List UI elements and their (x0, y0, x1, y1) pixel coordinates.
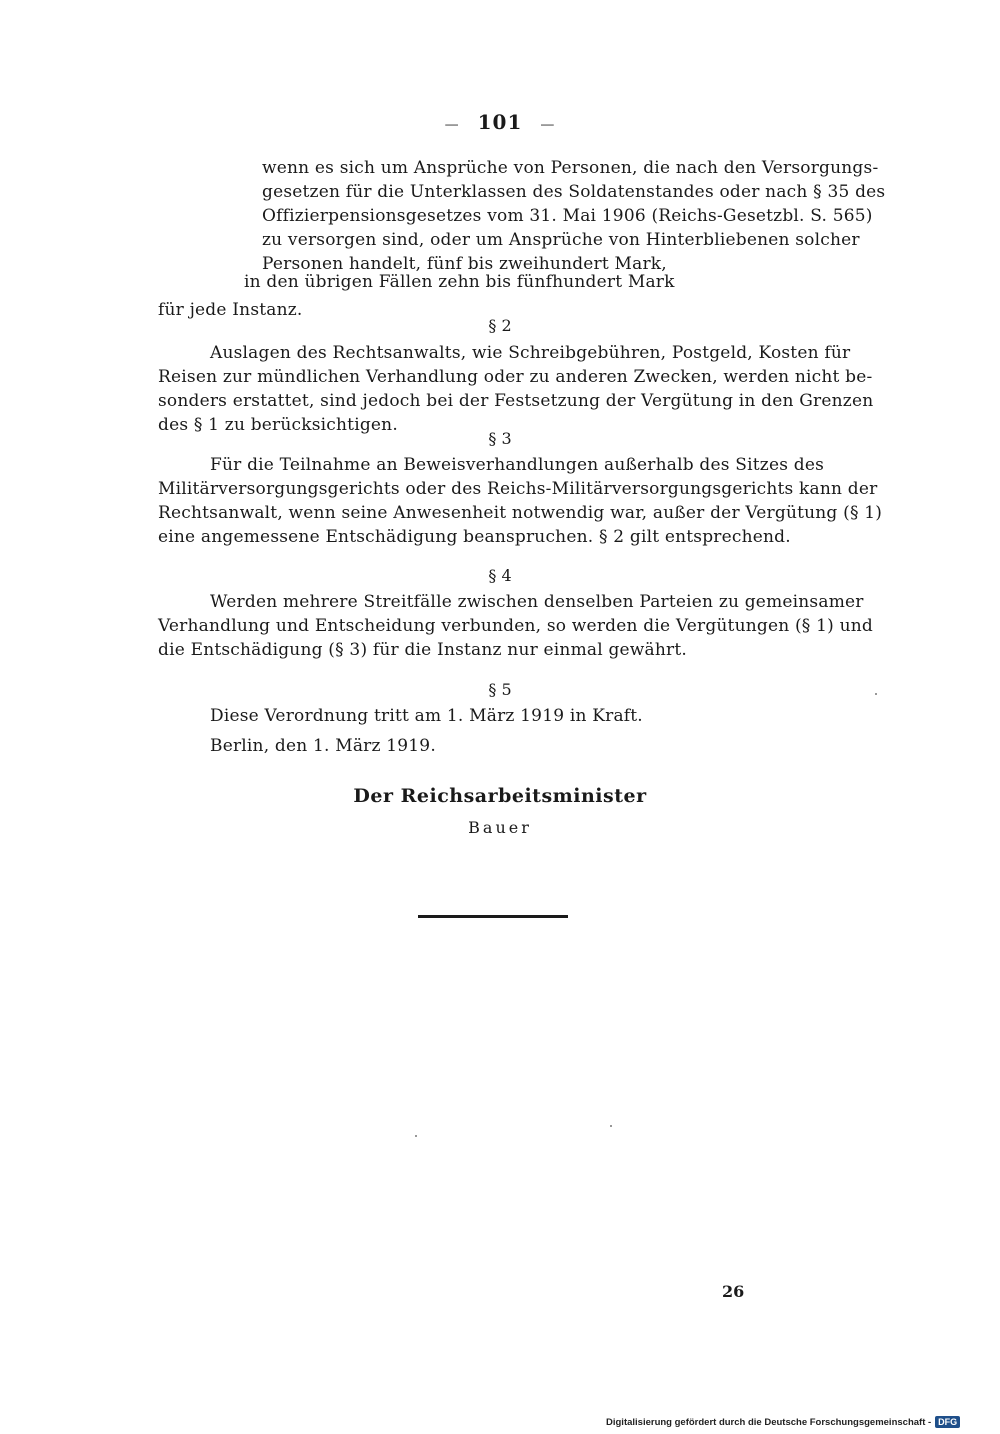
page-header (0, 110, 1000, 134)
dfg-logo-icon: DFG (935, 1416, 960, 1428)
section-2-paragraph (158, 341, 874, 437)
page-number: 101 (477, 110, 523, 134)
signatory-name: Bauer (468, 818, 532, 837)
section-heading-2: § 2 (488, 316, 512, 335)
opening-line: wenn es sich um Ansprüche von Personen, die nach den Versorgungs- (262, 158, 879, 178)
opening-line: gesetzen für die Unterklassen des Soldatenstandes oder nach § 35 des (262, 182, 886, 202)
scan-speck (875, 693, 877, 695)
per-instance-line: für jede Instanz. (158, 300, 303, 320)
section-heading-4: § 4 (488, 566, 512, 585)
section-3-paragraph (158, 453, 883, 549)
header-dash-left: — (444, 117, 460, 133)
scan-speck (415, 1135, 417, 1137)
paragraph-line: Verhandlung und Entscheidung verbunden, so werden die Vergütungen (§ 1) und (158, 616, 873, 636)
paragraph-line: Für die Teilnahme an Beweisverhandlungen außerhalb des Sitzes des (210, 455, 825, 475)
scan-speck (610, 1125, 612, 1127)
digitization-footer (606, 1414, 960, 1430)
paragraph-line: Auslagen des Rechtsanwalts, wie Schreibgebühren, Postgeld, Kosten für (210, 343, 851, 363)
section-heading-3: § 3 (488, 429, 512, 448)
other-cases-line: in den übrigen Fällen zehn bis fünfhundert Mark (244, 272, 675, 292)
paragraph-line: des § 1 zu berücksichtigen. (158, 415, 398, 435)
opening-clause (262, 156, 886, 276)
opening-line: Personen handelt, fünf bis zweihundert Mark, (262, 254, 667, 274)
header-dash-right: — (540, 117, 556, 133)
sheet-number: 26 (722, 1282, 745, 1301)
effective-date-line: Diese Verordnung tritt am 1. März 1919 in Kraft. (210, 706, 643, 726)
signatory-title: Der Reichsarbeitsminister (353, 785, 647, 807)
closing-rule (418, 915, 568, 918)
paragraph-line: Werden mehrere Streitfälle zwischen denselben Parteien zu gemeinsamer (210, 592, 864, 612)
paragraph-line: Militärversorgungsgerichts oder des Reichs-Militärversorgungsgerichts kann der (158, 479, 878, 499)
paragraph-line: Reisen zur mündlichen Verhandlung oder zu anderen Zwecken, werden nicht be- (158, 367, 873, 387)
paragraph-line: eine angemessene Entschädigung beanspruchen. § 2 gilt entsprechend. (158, 527, 791, 547)
place-date-line: Berlin, den 1. März 1919. (210, 736, 436, 756)
paragraph-line: sonders erstattet, sind jedoch bei der Festsetzung der Vergütung in den Grenzen (158, 391, 874, 411)
section-heading-5: § 5 (488, 680, 512, 699)
opening-line: Offizierpensionsgesetzes vom 31. Mai 1906 (Reichs-Gesetzbl. S. 565) (262, 206, 873, 226)
opening-line: zu versorgen sind, oder um Ansprüche von Hinterbliebenen solcher (262, 230, 860, 250)
section-4-paragraph (158, 590, 873, 662)
paragraph-line: die Entschädigung (§ 3) für die Instanz nur einmal gewährt. (158, 640, 688, 660)
paragraph-line: Rechtsanwalt, wenn seine Anwesenheit notwendig war, außer der Vergütung (§ 1) (158, 503, 883, 523)
footer-text: Digitalisierung gefördert durch die Deutsche Forschungsgemeinschaft - (606, 1416, 932, 1428)
